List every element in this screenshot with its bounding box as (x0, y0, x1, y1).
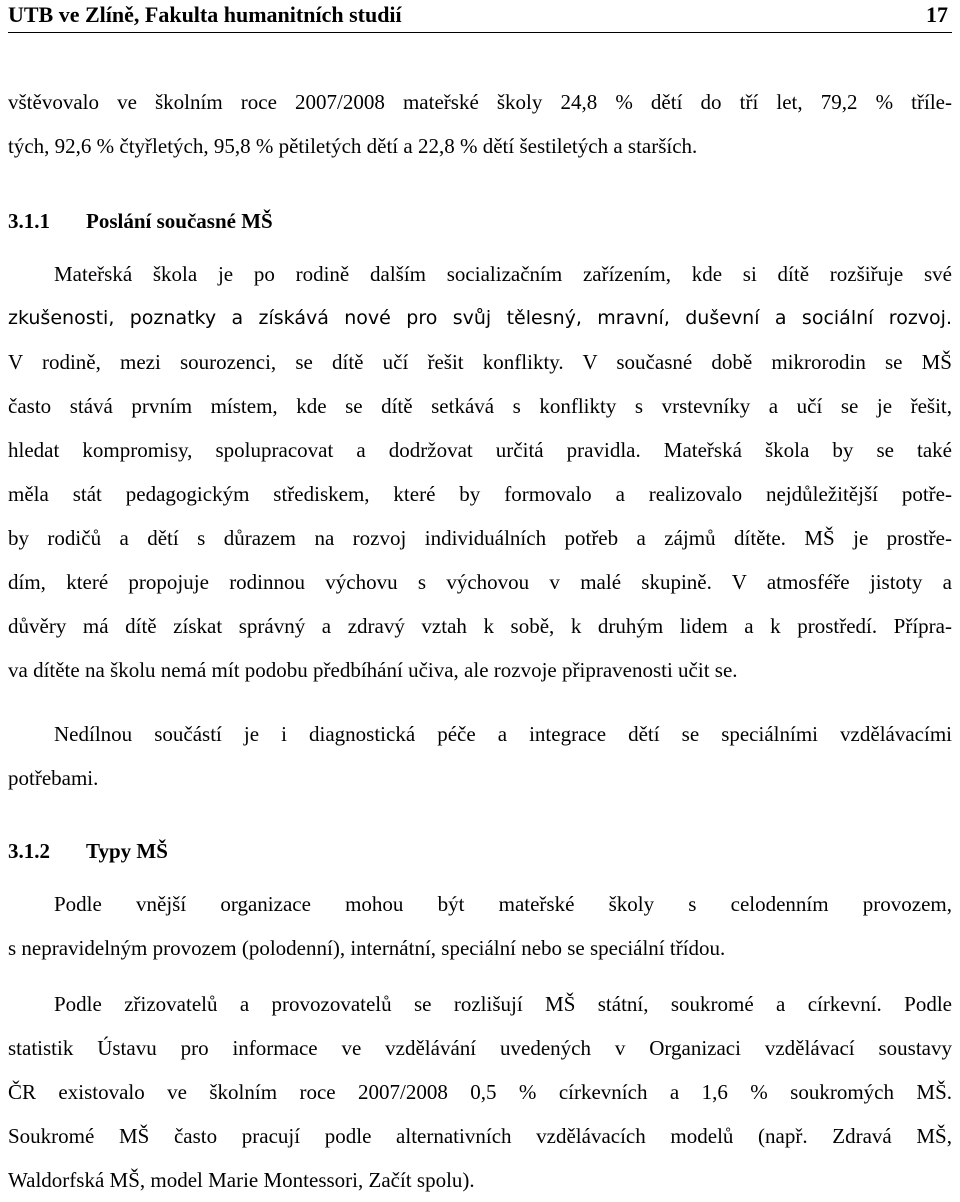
paragraph-line: hledat kompromisy, spolupracovat a dodržovat určitá pravidla. Mateřská škola by se také (8, 438, 952, 462)
page-header (8, 0, 952, 33)
paragraph-line: Nedílnou součástí je i diagnostická péče a integrace dětí se speciálními vzdělávacími (54, 722, 952, 746)
section-number: 3.1.1 (8, 209, 50, 233)
paragraph-intro (8, 80, 952, 168)
paragraph-line: va dítěte na školu nemá mít podobu předbíhání učiva, ale rozvoje připravenosti učit se. (8, 658, 738, 682)
paragraph-types (8, 882, 952, 970)
paragraph-diagnostics (8, 712, 952, 800)
paragraph-line: vštěvovalo ve školním roce 2007/2008 mateřské školy 24,8 % dětí do tří let, 79,2 % tříle- (8, 90, 952, 114)
page-number: 17 (926, 2, 948, 27)
paragraph-line: tých, 92,6 % čtyřletých, 95,8 % pětiletých dětí a 22,8 % dětí šestiletých a starších. (8, 134, 698, 158)
paragraph-mission (8, 252, 952, 692)
paragraph-line: měla stát pedagogickým střediskem, které by formovalo a realizovalo nejdůležitější potře- (8, 482, 952, 506)
paragraph-founders (8, 982, 952, 1202)
paragraph-line: Podle zřizovatelů a provozovatelů se rozlišují MŠ státní, soukromé a církevní. Podle (54, 992, 952, 1016)
section-heading-3-1-2 (8, 836, 168, 866)
paragraph-line: potřebami. (8, 766, 99, 790)
paragraph-line: statistik Ústavu pro informace ve vzdělávání uvedených v Organizaci vzdělávací soustavy (8, 1036, 952, 1060)
section-number: 3.1.2 (8, 839, 50, 863)
paragraph-line: dím, které propojuje rodinnou výchovu s výchovou v malé skupině. V atmosféře jistoty a (8, 570, 952, 594)
paragraph-line: s nepravidelným provozem (polodenní), internátní, speciální nebo se speciální třídou. (8, 936, 726, 960)
paragraph-line: Mateřská škola je po rodině dalším socializačním zařízením, kde si dítě rozšiřuje své (54, 262, 952, 286)
section-heading-3-1-1 (8, 206, 273, 236)
paragraph-line: V rodině, mezi sourozenci, se dítě učí řešit konflikty. V současné době mikrorodin se MŠ (8, 350, 952, 374)
paragraph-line: ČR existovalo ve školním roce 2007/2008 0,5 % církevních a 1,6 % soukromých MŠ. (8, 1080, 952, 1104)
paragraph-line: by rodičů a dětí s důrazem na rozvoj individuálních potřeb a zájmů dítěte. MŠ je prostře- (8, 526, 952, 550)
paragraph-line: důvěry má dítě získat správný a zdravý vztah k sobě, k druhým lidem a k prostředí. Přípra- (8, 614, 952, 638)
section-title: Poslání současné MŠ (86, 209, 273, 233)
paragraph-line: Podle vnější organizace mohou být mateřské školy s celodenním provozem, (54, 892, 952, 916)
paragraph-line: zkušenosti, poznatky a získává nové pro svůj tělesný, mravní, duševní a sociální rozvoj. (8, 307, 952, 329)
paragraph-line: Soukromé MŠ často pracují podle alternativních vzdělávacích modelů (např. Zdravá MŠ, (8, 1124, 952, 1148)
section-title: Typy MŠ (86, 839, 168, 863)
paragraph-line: Waldorfská MŠ, model Marie Montessori, Začít spolu). (8, 1168, 475, 1192)
header-title: UTB ve Zlíně, Fakulta humanitních studií (8, 2, 402, 27)
paragraph-line: často stává prvním místem, kde se dítě setkává s konflikty s vrstevníky a učí se je řešit, (8, 394, 952, 418)
